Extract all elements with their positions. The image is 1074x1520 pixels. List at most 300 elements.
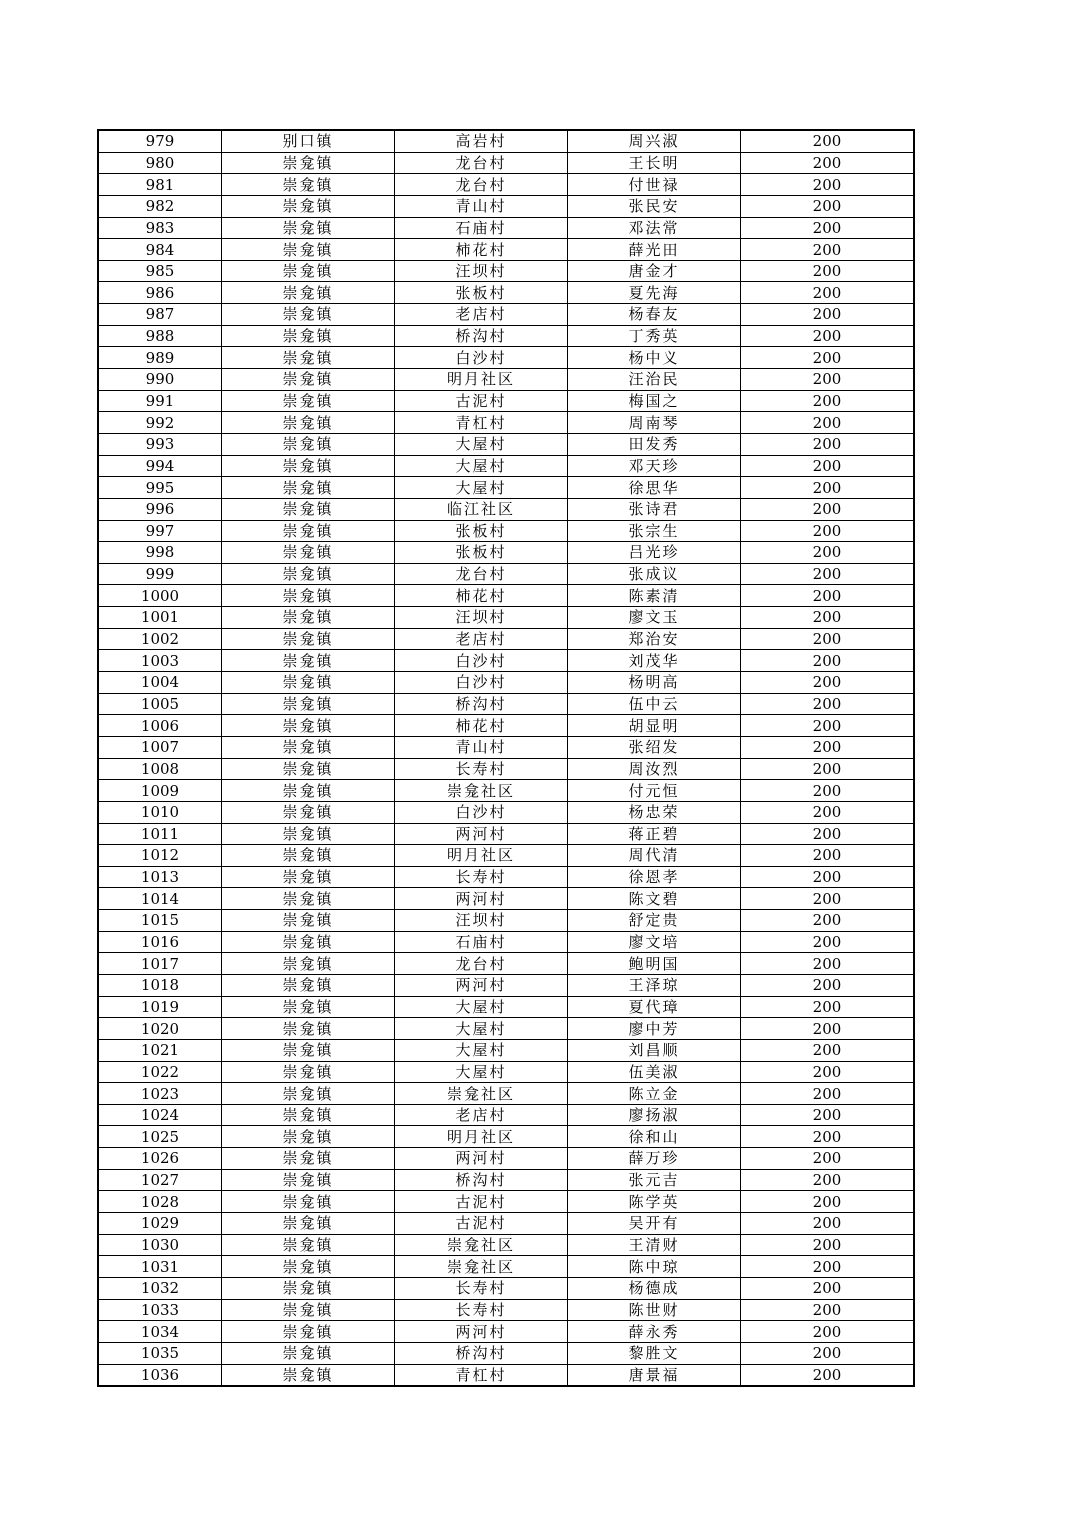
row-number-cell: 1027 — [98, 1169, 222, 1191]
row-number-cell: 1030 — [98, 1234, 222, 1256]
town-cell: 崇龛镇 — [222, 845, 395, 867]
town-cell: 崇龛镇 — [222, 260, 395, 282]
amount-cell: 200 — [741, 1364, 915, 1386]
town-cell: 崇龛镇 — [222, 1191, 395, 1213]
table-row — [98, 758, 914, 780]
amount-cell: 200 — [741, 1342, 915, 1364]
table-row — [98, 1364, 914, 1386]
village-cell: 龙台村 — [395, 174, 568, 196]
name-cell: 廖扬淑 — [568, 1104, 741, 1126]
amount-cell: 200 — [741, 1213, 915, 1235]
amount-cell: 200 — [741, 1104, 915, 1126]
name-cell: 黎胜文 — [568, 1342, 741, 1364]
name-cell: 杨中义 — [568, 347, 741, 369]
village-cell: 两河村 — [395, 1148, 568, 1170]
name-cell: 杨忠荣 — [568, 801, 741, 823]
town-cell: 崇龛镇 — [222, 974, 395, 996]
village-cell: 长寿村 — [395, 758, 568, 780]
table-row — [98, 433, 914, 455]
name-cell: 鲍明国 — [568, 953, 741, 975]
town-cell: 崇龛镇 — [222, 412, 395, 434]
town-cell: 崇龛镇 — [222, 369, 395, 391]
town-cell: 崇龛镇 — [222, 1061, 395, 1083]
village-cell: 大屋村 — [395, 1061, 568, 1083]
name-cell: 唐景福 — [568, 1364, 741, 1386]
town-cell: 崇龛镇 — [222, 304, 395, 326]
name-cell: 郑治安 — [568, 628, 741, 650]
row-number-cell: 1011 — [98, 823, 222, 845]
table-row — [98, 996, 914, 1018]
village-cell: 明月社区 — [395, 369, 568, 391]
table-row — [98, 974, 914, 996]
amount-cell: 200 — [741, 910, 915, 932]
town-cell: 崇龛镇 — [222, 672, 395, 694]
town-cell: 崇龛镇 — [222, 195, 395, 217]
table-row — [98, 477, 914, 499]
name-cell: 张成议 — [568, 563, 741, 585]
name-cell: 吕光珍 — [568, 542, 741, 564]
table-row — [98, 1104, 914, 1126]
village-cell: 大屋村 — [395, 433, 568, 455]
name-cell: 王长明 — [568, 152, 741, 174]
village-cell: 汪坝村 — [395, 607, 568, 629]
town-cell: 崇龛镇 — [222, 174, 395, 196]
town-cell: 崇龛镇 — [222, 520, 395, 542]
amount-cell: 200 — [741, 1061, 915, 1083]
town-cell: 崇龛镇 — [222, 736, 395, 758]
village-cell: 桥沟村 — [395, 693, 568, 715]
amount-cell: 200 — [741, 1191, 915, 1213]
amount-cell: 200 — [741, 585, 915, 607]
village-cell: 石庙村 — [395, 217, 568, 239]
name-cell: 周兴淑 — [568, 130, 741, 152]
row-number-cell: 980 — [98, 152, 222, 174]
village-cell: 长寿村 — [395, 1277, 568, 1299]
row-number-cell: 984 — [98, 239, 222, 261]
row-number-cell: 1006 — [98, 715, 222, 737]
amount-cell: 200 — [741, 693, 915, 715]
name-cell: 丁秀英 — [568, 325, 741, 347]
name-cell: 廖文玉 — [568, 607, 741, 629]
table-row — [98, 1342, 914, 1364]
town-cell: 崇龛镇 — [222, 347, 395, 369]
village-cell: 老店村 — [395, 304, 568, 326]
name-cell: 伍美淑 — [568, 1061, 741, 1083]
table-row — [98, 239, 914, 261]
village-cell: 长寿村 — [395, 1299, 568, 1321]
amount-cell: 200 — [741, 650, 915, 672]
table-row — [98, 845, 914, 867]
table-row — [98, 304, 914, 326]
town-cell: 别口镇 — [222, 130, 395, 152]
row-number-cell: 999 — [98, 563, 222, 585]
row-number-cell: 1032 — [98, 1277, 222, 1299]
row-number-cell: 988 — [98, 325, 222, 347]
row-number-cell: 1010 — [98, 801, 222, 823]
village-cell: 明月社区 — [395, 845, 568, 867]
amount-cell: 200 — [741, 390, 915, 412]
name-cell: 张绍发 — [568, 736, 741, 758]
amount-cell: 200 — [741, 845, 915, 867]
name-cell: 汪治民 — [568, 369, 741, 391]
village-cell: 两河村 — [395, 888, 568, 910]
name-cell: 周汝烈 — [568, 758, 741, 780]
row-number-cell: 1022 — [98, 1061, 222, 1083]
town-cell: 崇龛镇 — [222, 888, 395, 910]
amount-cell: 200 — [741, 282, 915, 304]
amount-cell: 200 — [741, 195, 915, 217]
name-cell: 张元吉 — [568, 1169, 741, 1191]
town-cell: 崇龛镇 — [222, 1213, 395, 1235]
row-number-cell: 1009 — [98, 780, 222, 802]
amount-cell: 200 — [741, 455, 915, 477]
village-cell: 柿花村 — [395, 239, 568, 261]
table-row — [98, 931, 914, 953]
town-cell: 崇龛镇 — [222, 953, 395, 975]
table-row — [98, 628, 914, 650]
table-row — [98, 1191, 914, 1213]
village-cell: 崇龛社区 — [395, 780, 568, 802]
amount-cell: 200 — [741, 1083, 915, 1105]
town-cell: 崇龛镇 — [222, 1169, 395, 1191]
amount-cell: 200 — [741, 628, 915, 650]
name-cell: 刘昌顺 — [568, 1039, 741, 1061]
town-cell: 崇龛镇 — [222, 239, 395, 261]
village-cell: 青杠村 — [395, 412, 568, 434]
row-number-cell: 998 — [98, 542, 222, 564]
amount-cell: 200 — [741, 953, 915, 975]
town-cell: 崇龛镇 — [222, 628, 395, 650]
row-number-cell: 1033 — [98, 1299, 222, 1321]
town-cell: 崇龛镇 — [222, 996, 395, 1018]
amount-cell: 200 — [741, 217, 915, 239]
row-number-cell: 1023 — [98, 1083, 222, 1105]
row-number-cell: 1003 — [98, 650, 222, 672]
amount-cell: 200 — [741, 1321, 915, 1343]
village-cell: 大屋村 — [395, 996, 568, 1018]
table-row — [98, 1083, 914, 1105]
village-cell: 青杠村 — [395, 1364, 568, 1386]
row-number-cell: 1024 — [98, 1104, 222, 1126]
name-cell: 薛光田 — [568, 239, 741, 261]
name-cell: 付世禄 — [568, 174, 741, 196]
town-cell: 崇龛镇 — [222, 910, 395, 932]
row-number-cell: 1002 — [98, 628, 222, 650]
amount-cell: 200 — [741, 1299, 915, 1321]
town-cell: 崇龛镇 — [222, 152, 395, 174]
table-row — [98, 130, 914, 152]
table-row — [98, 369, 914, 391]
row-number-cell: 1028 — [98, 1191, 222, 1213]
name-cell: 杨明高 — [568, 672, 741, 694]
town-cell: 崇龛镇 — [222, 1364, 395, 1386]
name-cell: 田发秀 — [568, 433, 741, 455]
name-cell: 周南琴 — [568, 412, 741, 434]
row-number-cell: 1014 — [98, 888, 222, 910]
table-row — [98, 1169, 914, 1191]
name-cell: 陈中琼 — [568, 1256, 741, 1278]
amount-cell: 200 — [741, 1018, 915, 1040]
town-cell: 崇龛镇 — [222, 1234, 395, 1256]
row-number-cell: 1025 — [98, 1126, 222, 1148]
amount-cell: 200 — [741, 369, 915, 391]
table-row — [98, 152, 914, 174]
table-row — [98, 888, 914, 910]
name-cell: 张民安 — [568, 195, 741, 217]
town-cell: 崇龛镇 — [222, 1277, 395, 1299]
village-cell: 桥沟村 — [395, 1169, 568, 1191]
table-row — [98, 390, 914, 412]
village-cell: 古泥村 — [395, 390, 568, 412]
town-cell: 崇龛镇 — [222, 542, 395, 564]
table-row — [98, 1213, 914, 1235]
name-cell: 刘茂华 — [568, 650, 741, 672]
village-cell: 白沙村 — [395, 347, 568, 369]
village-cell: 崇龛社区 — [395, 1256, 568, 1278]
village-cell: 大屋村 — [395, 477, 568, 499]
row-number-cell: 979 — [98, 130, 222, 152]
village-cell: 柿花村 — [395, 715, 568, 737]
town-cell: 崇龛镇 — [222, 217, 395, 239]
village-cell: 汪坝村 — [395, 910, 568, 932]
row-number-cell: 1008 — [98, 758, 222, 780]
name-cell: 付元恒 — [568, 780, 741, 802]
amount-cell: 200 — [741, 325, 915, 347]
village-cell: 老店村 — [395, 628, 568, 650]
table-row — [98, 953, 914, 975]
village-cell: 张板村 — [395, 520, 568, 542]
amount-cell: 200 — [741, 607, 915, 629]
row-number-cell: 1020 — [98, 1018, 222, 1040]
table-row — [98, 1018, 914, 1040]
row-number-cell: 986 — [98, 282, 222, 304]
table-row — [98, 174, 914, 196]
name-cell: 徐和山 — [568, 1126, 741, 1148]
name-cell: 陈文碧 — [568, 888, 741, 910]
row-number-cell: 1012 — [98, 845, 222, 867]
row-number-cell: 1004 — [98, 672, 222, 694]
row-number-cell: 1021 — [98, 1039, 222, 1061]
table-row — [98, 1277, 914, 1299]
amount-cell: 200 — [741, 888, 915, 910]
table-row — [98, 1256, 914, 1278]
town-cell: 崇龛镇 — [222, 390, 395, 412]
village-cell: 龙台村 — [395, 953, 568, 975]
amount-cell: 200 — [741, 758, 915, 780]
village-cell: 石庙村 — [395, 931, 568, 953]
village-cell: 两河村 — [395, 1321, 568, 1343]
town-cell: 崇龛镇 — [222, 823, 395, 845]
name-cell: 王清财 — [568, 1234, 741, 1256]
table-row — [98, 780, 914, 802]
town-cell: 崇龛镇 — [222, 1018, 395, 1040]
amount-cell: 200 — [741, 1126, 915, 1148]
amount-cell: 200 — [741, 996, 915, 1018]
table-row — [98, 412, 914, 434]
row-number-cell: 1000 — [98, 585, 222, 607]
amount-cell: 200 — [741, 260, 915, 282]
amount-cell: 200 — [741, 498, 915, 520]
row-number-cell: 1035 — [98, 1342, 222, 1364]
row-number-cell: 989 — [98, 347, 222, 369]
amount-cell: 200 — [741, 520, 915, 542]
village-cell: 大屋村 — [395, 1039, 568, 1061]
village-cell: 古泥村 — [395, 1191, 568, 1213]
name-cell: 吴开有 — [568, 1213, 741, 1235]
row-number-cell: 995 — [98, 477, 222, 499]
village-cell: 临江社区 — [395, 498, 568, 520]
table-row — [98, 1126, 914, 1148]
town-cell: 崇龛镇 — [222, 585, 395, 607]
row-number-cell: 1005 — [98, 693, 222, 715]
table-row — [98, 801, 914, 823]
village-cell: 青山村 — [395, 736, 568, 758]
town-cell: 崇龛镇 — [222, 866, 395, 888]
village-cell: 青山村 — [395, 195, 568, 217]
village-cell: 龙台村 — [395, 152, 568, 174]
row-number-cell: 990 — [98, 369, 222, 391]
table-row — [98, 347, 914, 369]
name-cell: 唐金才 — [568, 260, 741, 282]
table-row — [98, 866, 914, 888]
village-cell: 大屋村 — [395, 455, 568, 477]
town-cell: 崇龛镇 — [222, 1083, 395, 1105]
name-cell: 陈世财 — [568, 1299, 741, 1321]
name-cell: 夏代璋 — [568, 996, 741, 1018]
name-cell: 杨德成 — [568, 1277, 741, 1299]
row-number-cell: 1026 — [98, 1148, 222, 1170]
name-cell: 梅国之 — [568, 390, 741, 412]
row-number-cell: 991 — [98, 390, 222, 412]
amount-cell: 200 — [741, 1277, 915, 1299]
table-row — [98, 910, 914, 932]
town-cell: 崇龛镇 — [222, 758, 395, 780]
table-row — [98, 693, 914, 715]
table-row — [98, 736, 914, 758]
table-row — [98, 823, 914, 845]
table-row — [98, 650, 914, 672]
data-table — [97, 129, 915, 1387]
name-cell: 徐恩孝 — [568, 866, 741, 888]
town-cell: 崇龛镇 — [222, 931, 395, 953]
name-cell: 张宗生 — [568, 520, 741, 542]
amount-cell: 200 — [741, 433, 915, 455]
name-cell: 陈学英 — [568, 1191, 741, 1213]
table-row — [98, 585, 914, 607]
row-number-cell: 996 — [98, 498, 222, 520]
village-cell: 古泥村 — [395, 1213, 568, 1235]
village-cell: 龙台村 — [395, 563, 568, 585]
town-cell: 崇龛镇 — [222, 1342, 395, 1364]
town-cell: 崇龛镇 — [222, 477, 395, 499]
town-cell: 崇龛镇 — [222, 607, 395, 629]
amount-cell: 200 — [741, 1039, 915, 1061]
row-number-cell: 985 — [98, 260, 222, 282]
town-cell: 崇龛镇 — [222, 1039, 395, 1061]
town-cell: 崇龛镇 — [222, 455, 395, 477]
name-cell: 徐思华 — [568, 477, 741, 499]
table-row — [98, 498, 914, 520]
amount-cell: 200 — [741, 974, 915, 996]
name-cell: 邓法常 — [568, 217, 741, 239]
amount-cell: 200 — [741, 174, 915, 196]
row-number-cell: 1029 — [98, 1213, 222, 1235]
town-cell: 崇龛镇 — [222, 325, 395, 347]
table-row — [98, 195, 914, 217]
row-number-cell: 987 — [98, 304, 222, 326]
name-cell: 陈立金 — [568, 1083, 741, 1105]
village-cell: 崇龛社区 — [395, 1234, 568, 1256]
table-row — [98, 1039, 914, 1061]
village-cell: 崇龛社区 — [395, 1083, 568, 1105]
village-cell: 白沙村 — [395, 672, 568, 694]
town-cell: 崇龛镇 — [222, 693, 395, 715]
amount-cell: 200 — [741, 866, 915, 888]
table-row — [98, 1321, 914, 1343]
amount-cell: 200 — [741, 823, 915, 845]
amount-cell: 200 — [741, 1256, 915, 1278]
village-cell: 桥沟村 — [395, 1342, 568, 1364]
name-cell: 薛万珍 — [568, 1148, 741, 1170]
amount-cell: 200 — [741, 1234, 915, 1256]
row-number-cell: 1007 — [98, 736, 222, 758]
amount-cell: 200 — [741, 1148, 915, 1170]
town-cell: 崇龛镇 — [222, 650, 395, 672]
town-cell: 崇龛镇 — [222, 1256, 395, 1278]
village-cell: 白沙村 — [395, 801, 568, 823]
town-cell: 崇龛镇 — [222, 1104, 395, 1126]
table-row — [98, 1061, 914, 1083]
table-row — [98, 1148, 914, 1170]
amount-cell: 200 — [741, 304, 915, 326]
name-cell: 夏先海 — [568, 282, 741, 304]
village-cell: 白沙村 — [395, 650, 568, 672]
table-row — [98, 455, 914, 477]
village-cell: 两河村 — [395, 974, 568, 996]
name-cell: 胡显明 — [568, 715, 741, 737]
amount-cell: 200 — [741, 239, 915, 261]
name-cell: 舒定贵 — [568, 910, 741, 932]
town-cell: 崇龛镇 — [222, 1299, 395, 1321]
row-number-cell: 981 — [98, 174, 222, 196]
town-cell: 崇龛镇 — [222, 1148, 395, 1170]
row-number-cell: 1017 — [98, 953, 222, 975]
amount-cell: 200 — [741, 347, 915, 369]
amount-cell: 200 — [741, 477, 915, 499]
town-cell: 崇龛镇 — [222, 1321, 395, 1343]
row-number-cell: 982 — [98, 195, 222, 217]
name-cell: 张诗君 — [568, 498, 741, 520]
table-row — [98, 520, 914, 542]
name-cell: 廖中芳 — [568, 1018, 741, 1040]
village-cell: 桥沟村 — [395, 325, 568, 347]
amount-cell: 200 — [741, 563, 915, 585]
amount-cell: 200 — [741, 130, 915, 152]
row-number-cell: 1031 — [98, 1256, 222, 1278]
table-row — [98, 282, 914, 304]
table-row — [98, 563, 914, 585]
table-row — [98, 217, 914, 239]
village-cell: 张板村 — [395, 542, 568, 564]
amount-cell: 200 — [741, 780, 915, 802]
row-number-cell: 1018 — [98, 974, 222, 996]
table-body — [98, 130, 914, 1386]
town-cell: 崇龛镇 — [222, 1126, 395, 1148]
amount-cell: 200 — [741, 931, 915, 953]
name-cell: 廖文培 — [568, 931, 741, 953]
table-row — [98, 542, 914, 564]
town-cell: 崇龛镇 — [222, 780, 395, 802]
